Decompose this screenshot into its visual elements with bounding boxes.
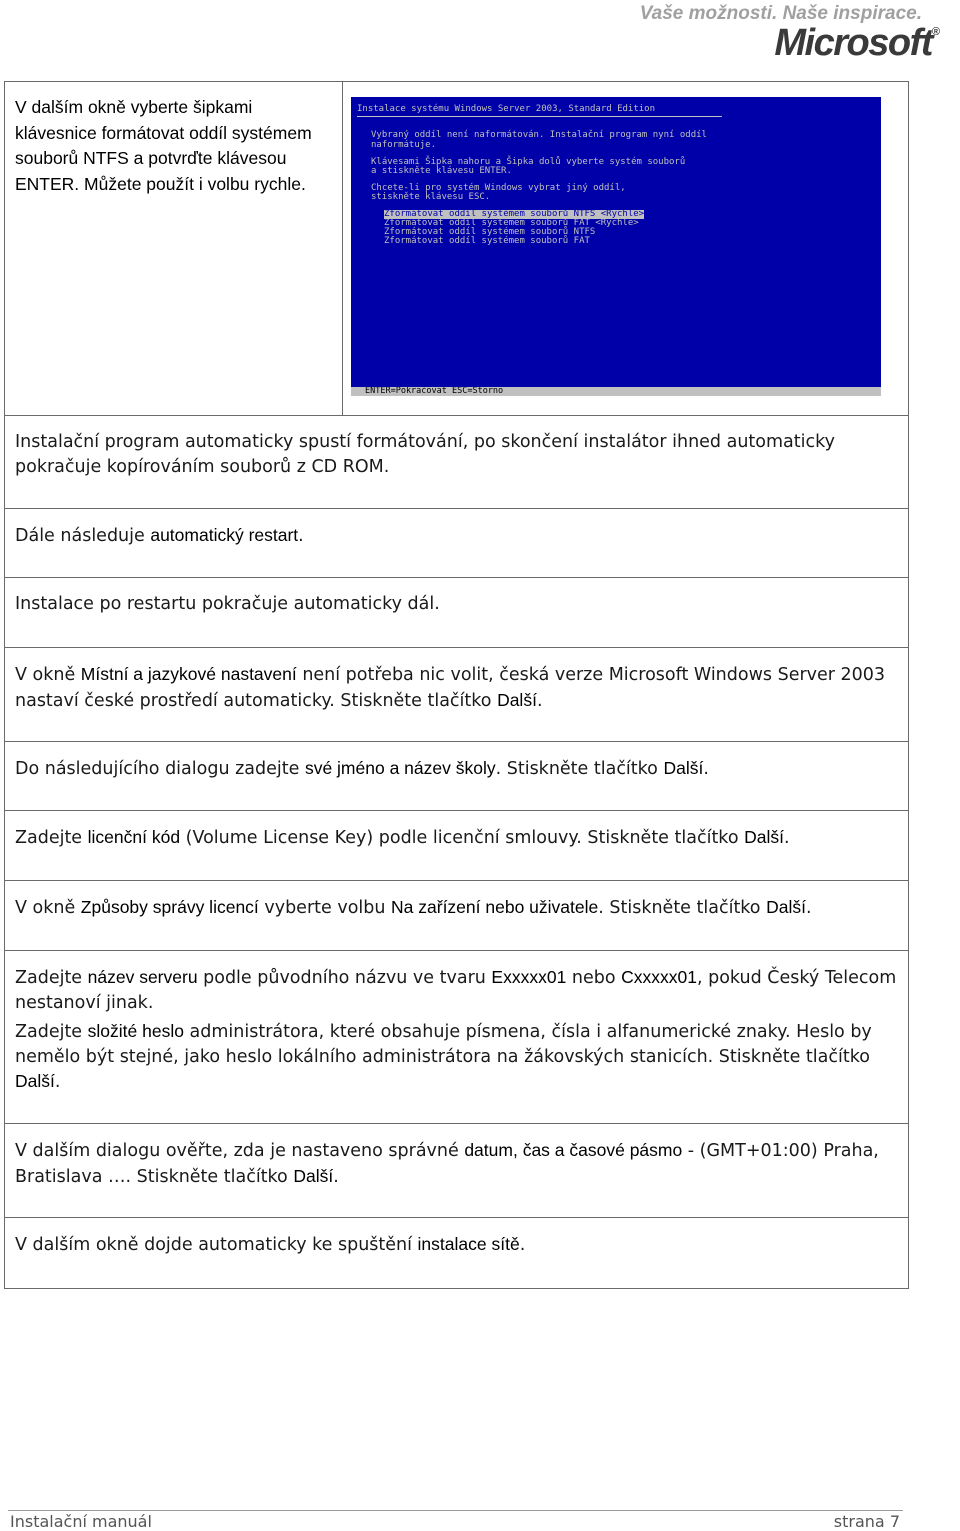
highlight-name-format-e: Exxxxx01 bbox=[491, 967, 567, 987]
console-title: Instalace systému Windows Server 2003, Standard Edition bbox=[357, 104, 656, 114]
highlight-next-button: Další bbox=[766, 897, 806, 917]
step-format-text: V dalším okně vyberte šipkami klávesnice formátovat oddíl systémem souborů NTFS a potvrďte klávesou ENTER. Můžete použít i volbu rychle. bbox=[15, 97, 312, 194]
footer-document-title: Instalační manuál bbox=[10, 1512, 152, 1531]
console-screenshot-cell bbox=[343, 82, 909, 416]
text-run: (Volume License Key) podle licenční smlouvy. Stiskněte tlačítko bbox=[180, 828, 745, 848]
step-copy-cell bbox=[5, 416, 909, 509]
text-run: . bbox=[54, 1072, 61, 1092]
step-regional-settings bbox=[5, 648, 909, 742]
highlight-date-time-zone: datum, čas a časové pásmo bbox=[464, 1140, 683, 1160]
logo-text: Microsoft bbox=[774, 22, 932, 64]
step-name-school bbox=[5, 742, 909, 811]
text-run: Zadejte bbox=[15, 1022, 88, 1042]
highlight-complex-password: složité heslo bbox=[87, 1021, 184, 1041]
console-option[interactable]: Zformátovat oddíl systémem souborů FAT bbox=[384, 236, 590, 246]
text-run: . bbox=[519, 1235, 526, 1255]
step-network-cell bbox=[5, 1218, 909, 1289]
text-run: V dalším okně dojde automaticky ke spuštění bbox=[15, 1235, 418, 1255]
text-run: . bbox=[783, 828, 790, 848]
console-line: Klávesami Šipka nahoru a Šipka dolů vyberte systém souborů bbox=[371, 157, 686, 167]
text-run: podle původního názvu ve tvaru bbox=[197, 968, 492, 988]
highlight-next-button: Další bbox=[293, 1165, 334, 1186]
console-option[interactable]: Zformátovat oddíl systémem souborů NTFS bbox=[384, 227, 596, 237]
header-tagline: Vaše možnosti. Naše inspirace. bbox=[639, 3, 922, 24]
highlight-name-format-c: Cxxxxx01 bbox=[621, 967, 697, 987]
console-line: naformátuje. bbox=[371, 140, 437, 150]
highlight-network-install: instalace sítě bbox=[417, 1234, 520, 1254]
highlight-next-button: Další bbox=[15, 1071, 55, 1091]
text-run: vyberte volbu bbox=[258, 898, 392, 918]
console-line: stiskněte klávesu ESC. bbox=[371, 192, 491, 202]
text-run: - (GMT+01:00) Praha, Bratislava …. Stiskněte tlačítko bbox=[15, 1141, 879, 1187]
console-title-underline bbox=[357, 116, 722, 117]
step-format-partition bbox=[5, 82, 909, 416]
step-server-cell bbox=[5, 951, 909, 1124]
text-run: . bbox=[536, 690, 543, 711]
step-restart-cell bbox=[5, 509, 909, 578]
step-license-key bbox=[5, 811, 909, 881]
text-run: není potřeba nic volit, česká verze Microsoft Windows Server 2003 nastaví české prostředí automaticky. Stiskněte tlačítko bbox=[15, 665, 886, 711]
console-status-bar: ENTER=Pokračovat ESC=Storno bbox=[351, 387, 881, 396]
highlight-next-button: Další bbox=[663, 758, 704, 778]
text-run: V dalším dialogu ověřte, zda je nastaveno správné bbox=[15, 1141, 465, 1161]
text-run: V okně bbox=[15, 898, 81, 918]
console-line: Vybraný oddíl není naformátován. Instalační program nyní oddíl bbox=[371, 130, 707, 140]
text-run: . bbox=[805, 898, 812, 918]
highlight-automatic-restart: automatický restart bbox=[150, 525, 299, 545]
step-date-time bbox=[5, 1124, 909, 1218]
footer-divider bbox=[8, 1510, 903, 1511]
text-run: , pokud Český Telecom nestanoví jinak. bbox=[15, 968, 897, 1013]
highlight-regional-settings: Místní a jazykové nastavení bbox=[80, 664, 297, 684]
step-restart bbox=[5, 509, 909, 578]
step-continue-cell bbox=[5, 578, 909, 648]
text-run: Zadejte bbox=[15, 968, 88, 988]
microsoft-logo bbox=[774, 22, 940, 65]
text-run: . bbox=[298, 526, 304, 546]
step-network-install bbox=[5, 1218, 909, 1289]
highlight-per-device: Na zařízení nebo uživatele bbox=[391, 897, 599, 917]
step-server-name-password bbox=[5, 951, 909, 1124]
text-run: . bbox=[703, 759, 709, 779]
highlight-licensing-modes: Způsoby správy licencí bbox=[80, 897, 259, 917]
text-run: . bbox=[333, 1166, 339, 1187]
password-paragraph bbox=[15, 1019, 898, 1095]
step-licensing-cell bbox=[5, 881, 909, 951]
step-copy-files bbox=[5, 416, 909, 509]
step-license-cell bbox=[5, 811, 909, 881]
step-copy-text: Instalační program automaticky spustí formátování, po skončení instalátor ihned automaticky pokračuje kopírováním souborů z CD ROM. bbox=[15, 432, 835, 477]
step-name-cell bbox=[5, 742, 909, 811]
server-name-paragraph bbox=[15, 965, 898, 1015]
console-option[interactable]: Zformátovat oddíl systémem souborů FAT <Rychle> bbox=[384, 218, 639, 228]
highlight-next-button: Další bbox=[497, 689, 537, 710]
highlight-name-school: své jméno a název školy bbox=[304, 758, 496, 778]
text-run: Dále následuje bbox=[15, 526, 151, 546]
console-option-selected[interactable]: Zformátovat oddíl systémem souborů NTFS <Rychle> bbox=[384, 209, 645, 219]
text-run: nebo bbox=[566, 968, 622, 988]
text-run: V okně bbox=[15, 665, 81, 685]
logo-registered-mark: ® bbox=[931, 26, 940, 38]
highlight-license-code: licenční kód bbox=[87, 827, 181, 847]
instructions-table bbox=[4, 81, 909, 1289]
step-licensing-mode bbox=[5, 881, 909, 951]
highlight-server-name: název serveru bbox=[87, 967, 198, 987]
step-date-cell bbox=[5, 1124, 909, 1218]
step-continue-text: Instalace po restartu pokračuje automaticky dál. bbox=[15, 594, 440, 614]
step-regional-cell bbox=[5, 648, 909, 742]
highlight-next-button: Další bbox=[744, 827, 784, 847]
text-run: Do následujícího dialogu zadejte bbox=[15, 759, 305, 779]
step-format-text-cell bbox=[5, 82, 343, 416]
step-continue bbox=[5, 578, 909, 648]
setup-console-screenshot bbox=[351, 97, 881, 387]
text-run: administrátora, které obsahuje písmena, čísla i alfanumerické znaky. Heslo by nemělo být stejné, jako heslo lokálního administrátora na žákovských stanicích. Stiskněte tlačítko bbox=[15, 1022, 872, 1067]
text-run: . Stiskněte tlačítko bbox=[495, 759, 664, 779]
text-run: . Stiskněte tlačítko bbox=[598, 898, 767, 918]
console-line: Chcete-li pro systém Windows vybrat jiný oddíl, bbox=[371, 183, 626, 193]
footer-page-number: strana 7 bbox=[833, 1512, 900, 1531]
console-line: a stiskněte klávesu ENTER. bbox=[371, 166, 512, 176]
text-run: Zadejte bbox=[15, 828, 88, 848]
